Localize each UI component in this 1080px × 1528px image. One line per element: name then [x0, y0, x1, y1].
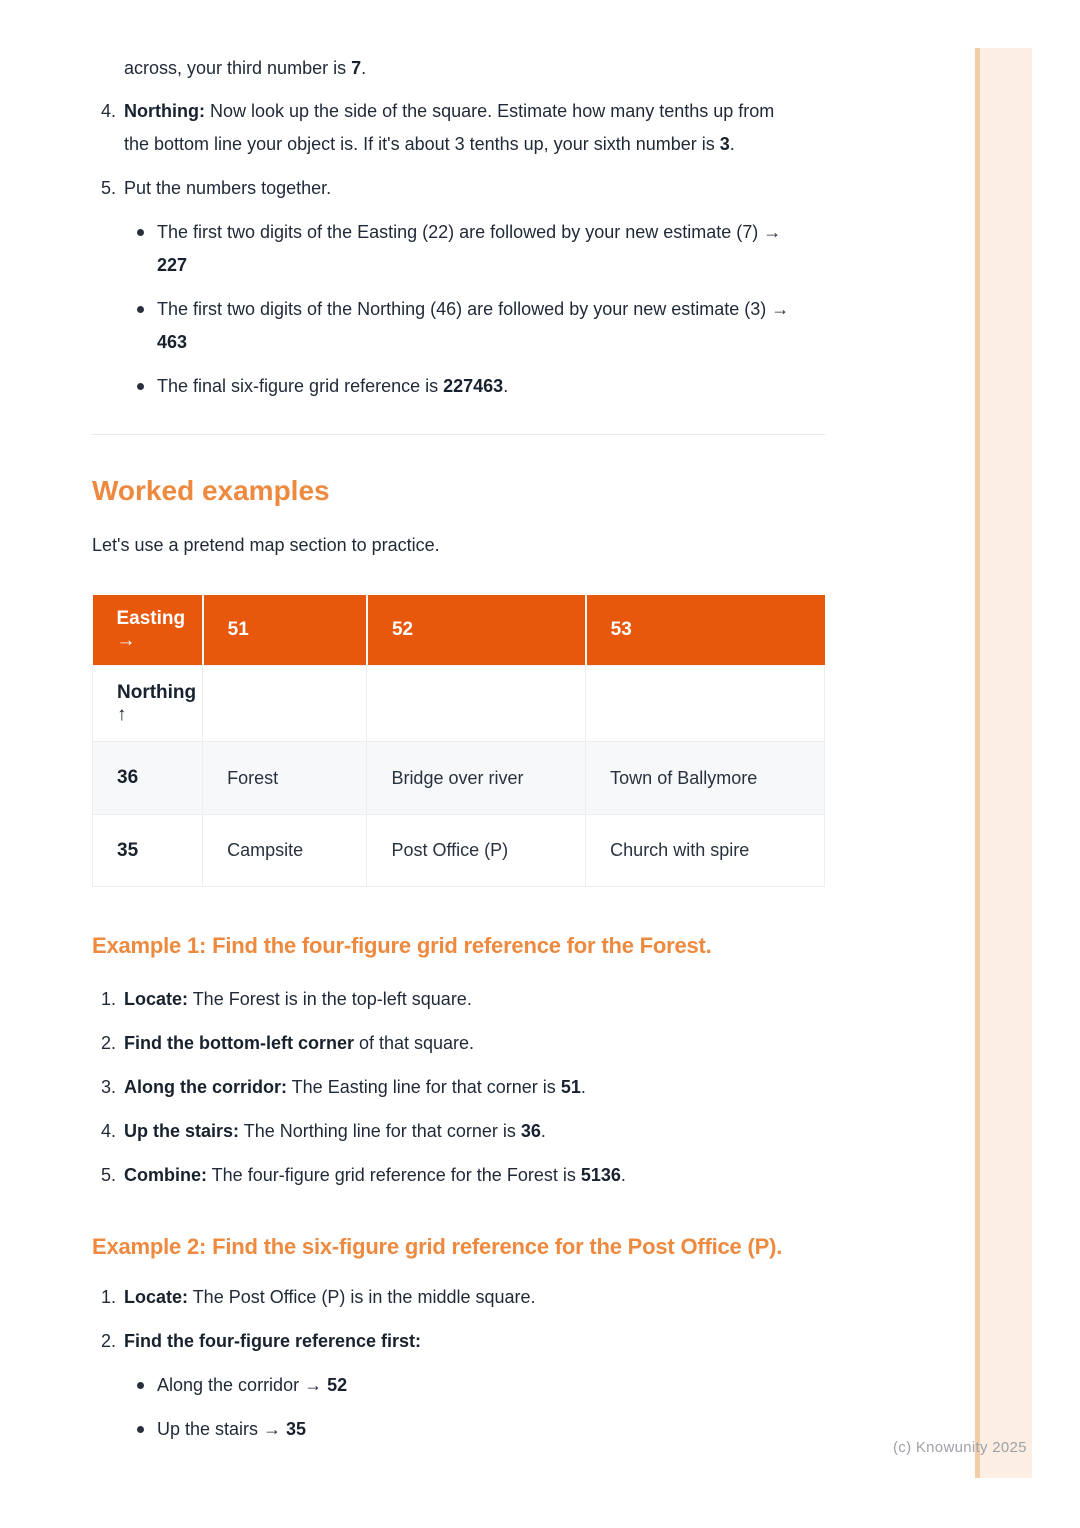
table-cell	[367, 666, 586, 742]
table-cell-forest: Forest	[203, 742, 367, 815]
table-cell-church: Church with spire	[586, 815, 825, 887]
bullet-item-text: The first two digits of the Easting (22) are followed by your new estimate (7) → 227	[157, 222, 782, 275]
table-header-row	[93, 595, 825, 666]
list-item-text: Find the four-figure reference first:	[124, 1331, 422, 1351]
list-number: 1.	[101, 989, 117, 1009]
row-header-35: 35	[93, 815, 203, 887]
list-item-continuation: across, your third number is 7.	[124, 58, 367, 78]
table-cell	[586, 666, 825, 742]
table-header-cell-52: 52	[367, 595, 586, 666]
example1-heading: Example 1: Find the four-figure grid reference for the Forest.	[92, 933, 712, 958]
right-margin-strip	[975, 48, 1032, 1478]
bullet-item-text: The final six-figure grid reference is 227463.	[157, 376, 509, 396]
list-item	[92, 1325, 825, 1358]
table-cell-bridge: Bridge over river	[367, 742, 586, 815]
list-item-text: Along the corridor: The Easting line for that corner is 51.	[124, 1077, 586, 1097]
list-item-text: Find the bottom-left corner of that square.	[124, 1033, 475, 1053]
bullet-item-text: The first two digits of the Northing (46) are followed by your new estimate (3) → 463	[157, 299, 790, 352]
list-item-text: Locate: The Forest is in the top-left square.	[124, 989, 472, 1009]
table-header-cell-53: 53	[586, 595, 825, 666]
list-item	[92, 983, 825, 1016]
table-header-cell-easting: Easting →	[93, 595, 203, 666]
table-row-35	[93, 815, 825, 887]
bullet-item	[137, 216, 825, 282]
list-number: 2.	[101, 1033, 117, 1053]
table-cell-post-office: Post Office (P)	[367, 815, 586, 887]
table-header	[93, 595, 825, 666]
bullet-item	[137, 370, 825, 403]
list-number: 1.	[101, 1287, 117, 1307]
bullet-item-text: Along the corridor → 52	[157, 1375, 348, 1395]
list-number: 4.	[101, 1121, 117, 1141]
list-item-text: Combine: The four-figure grid reference for the Forest is 5136.	[124, 1165, 626, 1185]
table-cell-campsite: Campsite	[203, 815, 367, 887]
list-item-text: Locate: The Post Office (P) is in the middle square.	[124, 1287, 536, 1307]
content-column	[92, 52, 825, 1446]
bullet-item	[137, 293, 825, 359]
bullet-icon	[137, 1426, 144, 1433]
bullet-list	[137, 1369, 825, 1446]
copyright-notice: (c) Knowunity 2025	[893, 1439, 1027, 1456]
row-header-northing: Northing ↑	[93, 666, 203, 742]
bullet-list	[137, 216, 825, 403]
list-number: 3.	[101, 1077, 117, 1097]
example2-heading: Example 2: Find the six-figure grid reference for the Post Office (P).	[92, 1234, 783, 1259]
bullet-icon	[137, 383, 144, 390]
section-divider	[92, 434, 825, 435]
bullet-item	[137, 1413, 825, 1446]
section-heading-worked-examples: Worked examples	[92, 475, 330, 506]
grid-reference-table	[92, 595, 825, 887]
list-item	[92, 1159, 825, 1192]
list-item	[92, 1281, 825, 1314]
list-number: 2.	[101, 1331, 117, 1351]
list-item-text: Northing: Now look up the side of the square. Estimate how many tenths up from the bottom line your object is. If it's about 3 tenths up, your sixth number is 3.	[124, 101, 775, 154]
table-body	[93, 666, 825, 887]
bullet-item-text: Up the stairs → 35	[157, 1419, 307, 1439]
list-number: 4.	[101, 101, 117, 121]
list-item	[92, 1027, 825, 1060]
list-item	[92, 1115, 825, 1148]
intro-paragraph: Let's use a pretend map section to practice.	[92, 535, 440, 555]
table-cell	[203, 666, 367, 742]
table-header-cell-51: 51	[203, 595, 367, 666]
list-item-text: Put the numbers together.	[124, 178, 332, 198]
list-item	[92, 1071, 825, 1104]
row-header-36: 36	[93, 742, 203, 815]
list-item-northing	[92, 95, 825, 161]
list-number: 5.	[101, 1165, 117, 1185]
table-row-36	[93, 742, 825, 815]
list-number: 5.	[101, 178, 117, 198]
list-item-put-together	[92, 172, 825, 205]
bullet-item	[137, 1369, 825, 1402]
table-row-northing	[93, 666, 825, 742]
bullet-icon	[137, 306, 144, 313]
list-item-text: Up the stairs: The Northing line for that corner is 36.	[124, 1121, 546, 1141]
bullet-icon	[137, 1382, 144, 1389]
bullet-icon	[137, 229, 144, 236]
table-cell-town: Town of Ballymore	[586, 742, 825, 815]
